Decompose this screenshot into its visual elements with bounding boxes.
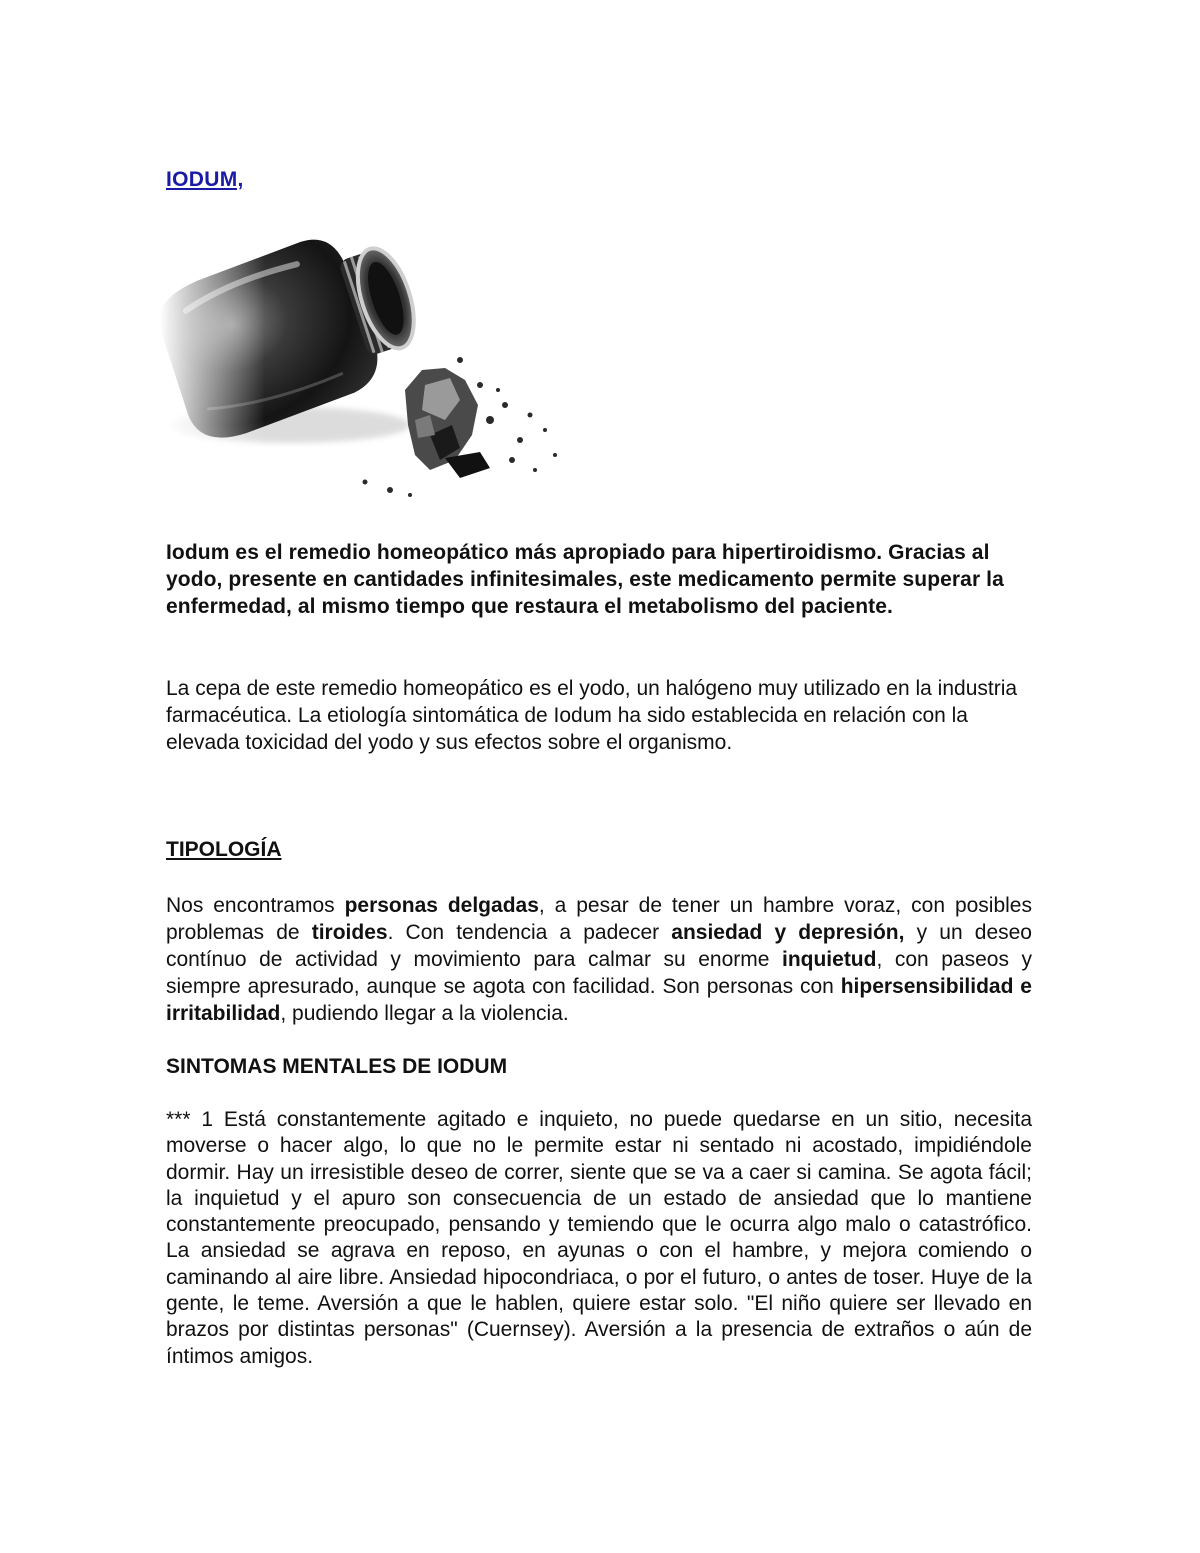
keyword-ansiedad-depresion: ansiedad y depresión, xyxy=(671,921,905,944)
iodine-jar-image xyxy=(160,220,580,510)
text-run: Nos encontramos xyxy=(166,894,345,917)
tipologia-paragraph xyxy=(166,892,1032,1027)
text-run: , con paseos y siempre apresurado, aunque se agota con facilidad. Son personas con xyxy=(166,948,1033,998)
text-run: y un deseo contínuo de actividad y movimiento para calmar su enorme xyxy=(166,921,1032,971)
intro-plain-paragraph: La cepa de este remedio homeopático es el yodo, un halógeno muy utilizado en la industria farmacéutica. La etiología sintomática de Iodum ha sido establecida en relación con la elevada toxicidad del yodo y sus efectos sobre el organismo. xyxy=(166,677,1018,754)
keyword-personas-delgadas: personas delgadas xyxy=(344,894,539,917)
keyword-tiroides: tiroides xyxy=(311,921,388,944)
keyword-hipersensibilidad: hipersensibilidad e irritabilidad xyxy=(166,975,1032,1025)
text-run: , pudiendo llegar a la violencia. xyxy=(280,1002,569,1025)
text-run: . Con tendencia a padecer xyxy=(387,921,672,944)
tipologia-heading: TIPOLOGÍA xyxy=(166,838,282,861)
intro-bold-paragraph: Iodum es el remedio homeopático más apropiado para hipertiroidismo. Gracias al yodo, presente en cantidades infinitesimales, este medicamento permite superar la enfermedad, al mismo tiempo que restaura el metabolismo del paciente. xyxy=(166,541,1004,618)
sintomas-paragraph: *** 1 Está constantemente agitado e inquieto, no puede quedarse en un sitio, necesita moverse o hacer algo, lo que no le permite estar ni sentado ni acostado, impidiéndole dormir. Hay un irresistible deseo de correr, siente que se va a caer si camina. Se agota fácil; la inquietud y el apuro son consecuencia de un estado de ansiedad que lo mantiene constantemente preocupado, pensando y temiendo que le ocurra algo malo o catastrófico. La ansiedad se agrava en reposo, en ayunas o con el hambre, y mejora comiendo o caminando al aire libre. Ansiedad hipocondriaca, o por el futuro, o antes de toser. Huye de la gente, le teme. Aversión a que le hablen, quiere estar solo. "El niño quiere ser llevado en brazos por distintas personas" (Cuernsey). Aversión a la presencia de extraños o aún de íntimos amigos. xyxy=(166,1108,1032,1368)
sintomas-heading: SINTOMAS MENTALES DE IODUM xyxy=(166,1055,508,1078)
text-run: , a pesar de tener un hambre voraz, con posibles problemas de xyxy=(166,894,1032,944)
keyword-inquietud: inquietud xyxy=(781,948,877,971)
document-title-link[interactable]: IODUM, xyxy=(166,168,244,191)
